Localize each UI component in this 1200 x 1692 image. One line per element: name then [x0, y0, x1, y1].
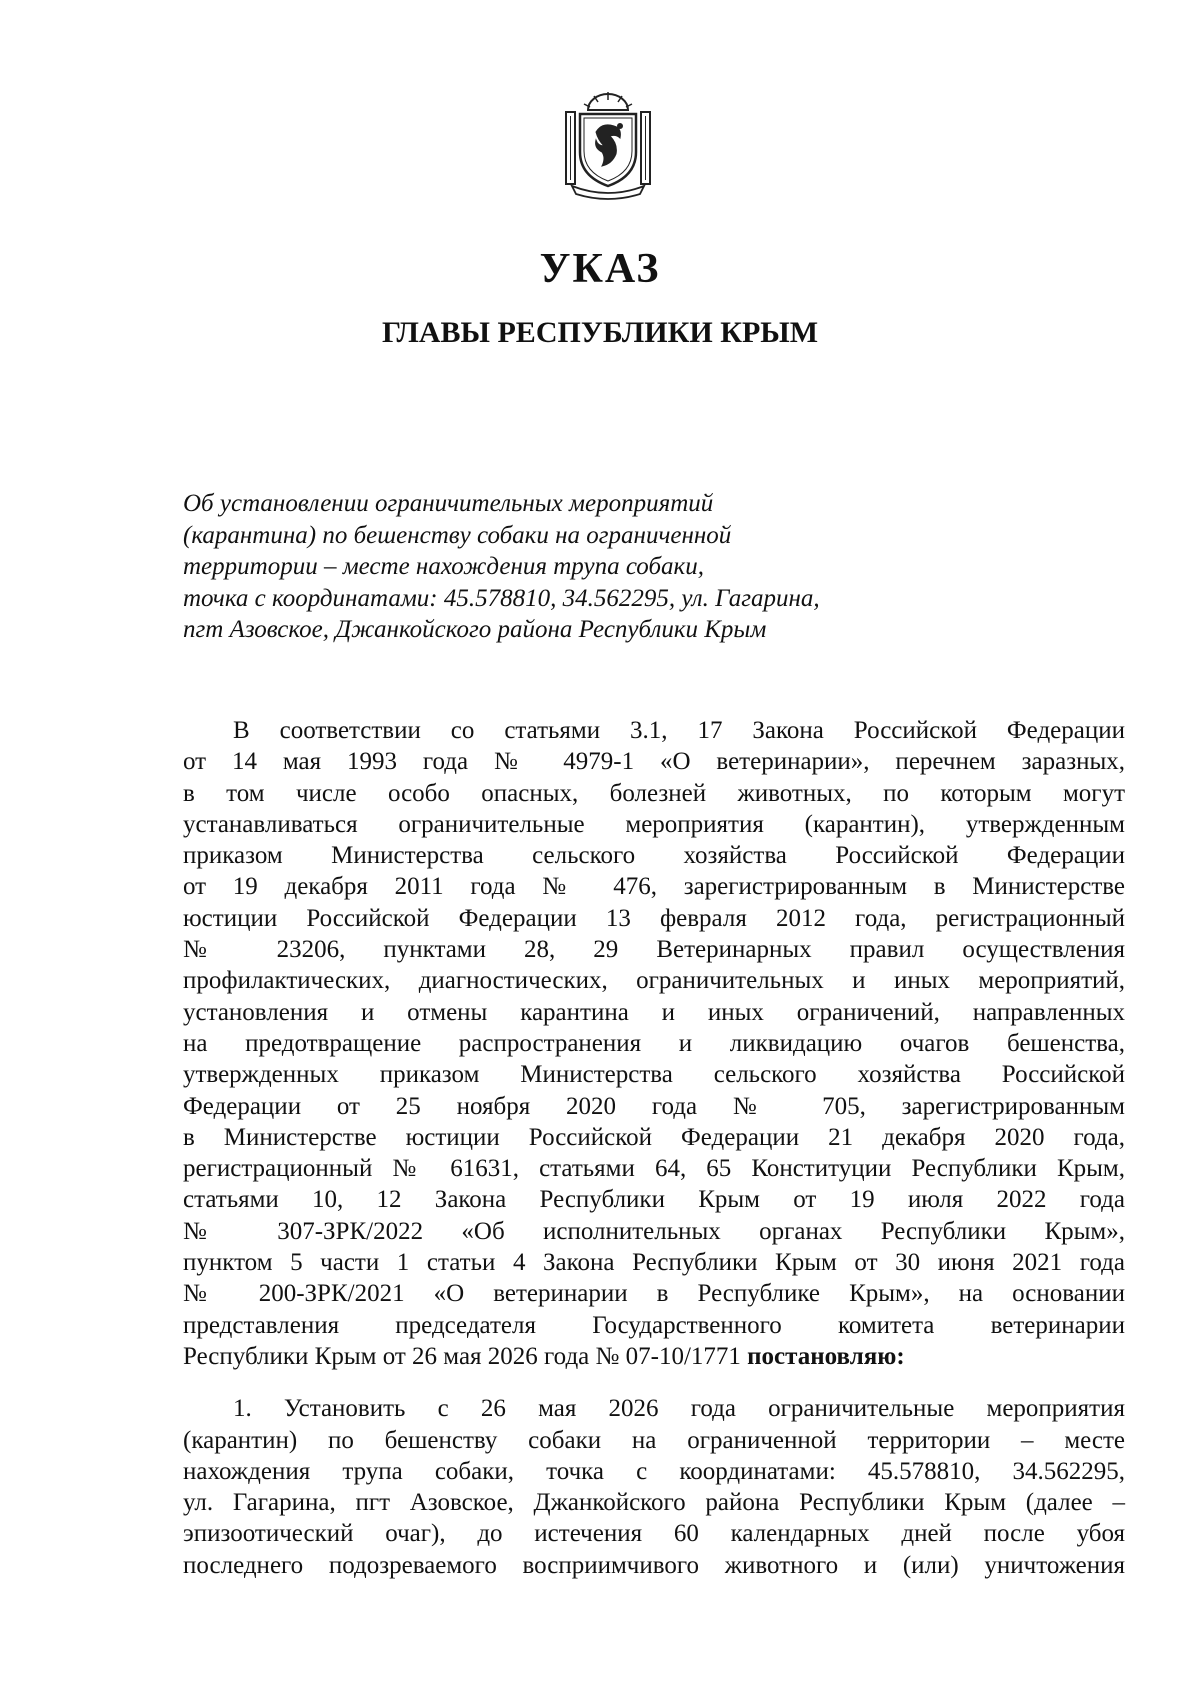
- text-line: установления и отмены карантина и иных ограничений, направленных: [183, 998, 1125, 1026]
- text-line: последнего подозреваемого восприимчивого животного и (или) уничтожения: [183, 1551, 1125, 1579]
- document-subtitle: ГЛАВЫ РЕСПУБЛИКИ КРЫМ: [381, 316, 819, 349]
- text-line: на предотвращение распространения и ликвидацию очагов бешенства,: [183, 1029, 1125, 1057]
- text-line: Федерации от 25 ноября 2020 года № 705, зарегистрированным: [183, 1092, 1125, 1120]
- text-line: профилактических, диагностических, ограничительных и иных мероприятий,: [183, 967, 1125, 995]
- text-line: 1. Установить с 26 мая 2026 года ограничительные мероприятия: [233, 1395, 1125, 1423]
- text-line: № 200-ЗРК/2021 «О ветеринарии в Республике Крым», на основании: [183, 1280, 1125, 1308]
- text-line: В соответствии со статьями 3.1, 17 Закона Российской Федерации: [233, 717, 1125, 744]
- heading-line: (карантина) по бешенству собаки на ограниченной: [183, 521, 732, 549]
- heading-line: территории – месте нахождения трупа собаки,: [183, 553, 704, 581]
- text-line: утвержденных приказом Министерства сельского хозяйства Российской: [183, 1061, 1125, 1089]
- text-line: от 14 мая 1993 года № 4979-1 «О ветеринарии», перечнем заразных,: [183, 748, 1125, 776]
- document-heading: [183, 488, 943, 646]
- document-title: УКАЗ: [539, 246, 661, 292]
- item-1-paragraph: [183, 1393, 1125, 1581]
- heading-line: Об установлении ограничительных мероприятий: [183, 490, 714, 517]
- text-line: пунктом 5 части 1 статьи 4 Закона Республики Крым от 30 июня 2021 года: [183, 1249, 1125, 1277]
- preamble-last-line: Республики Крым от 26 мая 2026 года № 07-10/1771 постановляю:: [183, 1342, 905, 1370]
- text-line: приказом Министерства сельского хозяйства Российской Федерации: [183, 842, 1125, 870]
- text-line: от 19 декабря 2011 года № 476, зарегистрированным в Министерстве: [183, 873, 1125, 901]
- text-line: нахождения трупа собаки, точка с координатами: 45.578810, 34.562295,: [183, 1457, 1125, 1485]
- text-line: в том числе особо опасных, болезней животных, по которым могут: [183, 779, 1125, 807]
- text-line: юстиции Российской Федерации 13 февраля 2012 года, регистрационный: [183, 904, 1125, 932]
- heading-line: точка с координатами: 45.578810, 34.562295, ул. Гагарина,: [183, 584, 820, 612]
- coat-of-arms-icon: [558, 88, 658, 200]
- document-body: [183, 715, 1125, 1581]
- text-line: № 23206, пунктами 28, 29 Ветеринарных правил осуществления: [183, 936, 1125, 964]
- text-line: статьями 10, 12 Закона Республики Крым от 19 июля 2022 года: [183, 1186, 1125, 1214]
- text-line: устанавливаться ограничительные мероприятия (карантин), утвержденным: [183, 810, 1125, 838]
- decree-word: постановляю:: [747, 1342, 905, 1370]
- heading-line: пгт Азовское, Джанкойского района Республики Крым: [183, 616, 767, 644]
- text-line: в Министерстве юстиции Российской Федерации 21 декабря 2020 года,: [183, 1123, 1125, 1151]
- text-line: (карантин) по бешенству собаки на ограниченной территории – месте: [183, 1426, 1125, 1454]
- preamble-paragraph: [183, 715, 1125, 1341]
- text-line: ул. Гагарина, пгт Азовское, Джанкойского района Республики Крым (далее –: [183, 1489, 1125, 1517]
- text-line: регистрационный № 61631, статьями 64, 65 Конституции Республики Крым,: [183, 1155, 1125, 1183]
- text-line: эпизоотический очаг), до истечения 60 календарных дней после убоя: [183, 1520, 1125, 1548]
- text-line: № 307-ЗРК/2022 «Об исполнительных органах Республики Крым»,: [183, 1217, 1125, 1245]
- text-line: представления председателя Государственного комитета ветеринарии: [183, 1311, 1125, 1339]
